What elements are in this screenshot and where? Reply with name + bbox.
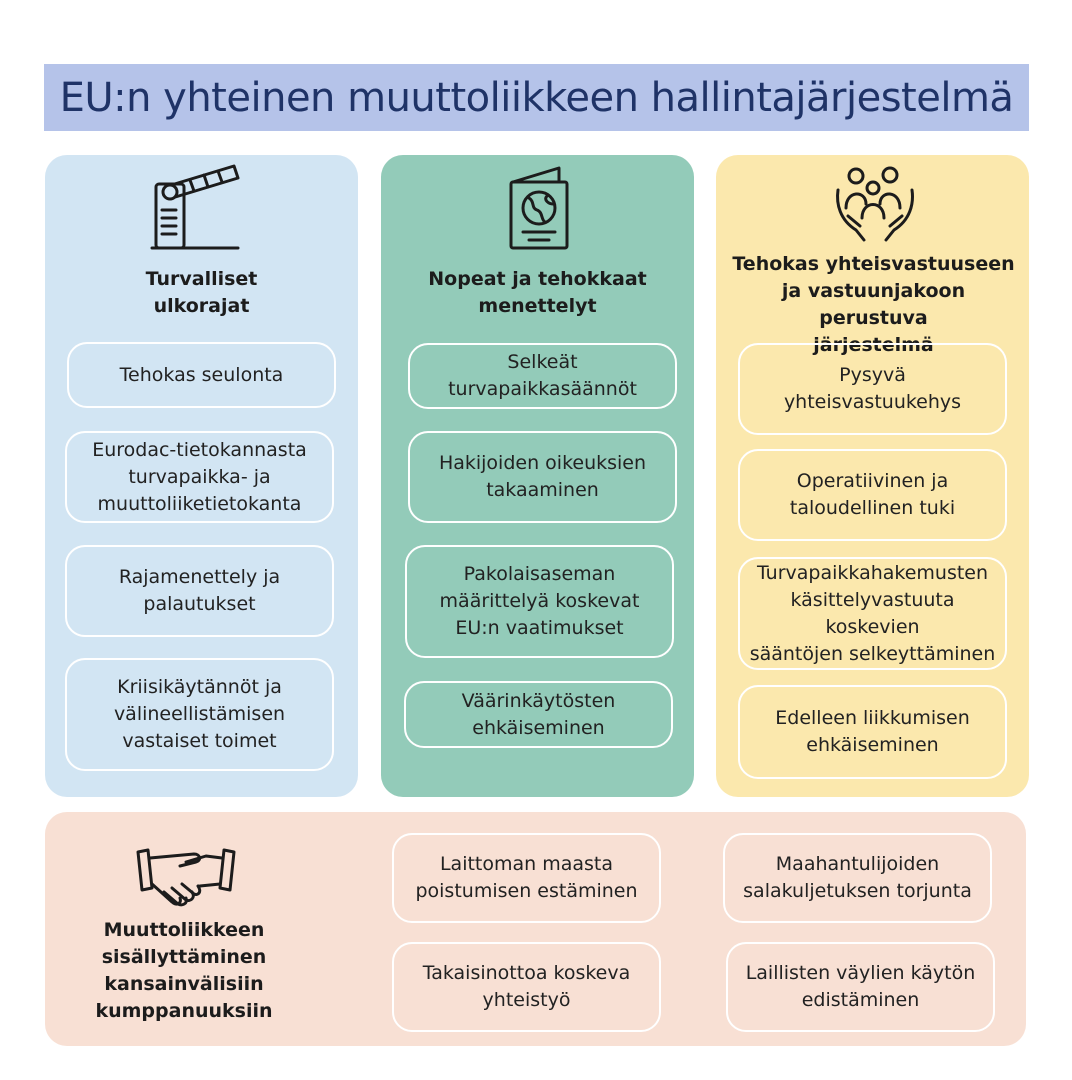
item-box: Eurodac-tietokannasta turvapaikka- ja muuttoliiketietokanta [65, 431, 334, 523]
barrier-gate-icon [150, 164, 242, 252]
passport-icon [507, 164, 571, 252]
item-box: Kriisikäytännöt ja välineellistämisen vastaiset toimet [65, 658, 334, 771]
family-in-hands-icon [834, 164, 916, 244]
item-box: Operatiivinen ja taloudellinen tuki [738, 449, 1007, 541]
item-box: Laillisten väylien käytön edistäminen [726, 942, 995, 1032]
column-heading-solidarity-system: Tehokas yhteisvastuuseen ja vastuunjakoon perustuva järjestelmä [732, 253, 1015, 356]
item-box: Rajamenettely ja palautukset [65, 545, 334, 637]
item-box: Turvapaikkahakemusten käsittelyvastuuta koskevien sääntöjen selkeyttäminen [738, 557, 1007, 670]
item-box: Tehokas seulonta [67, 342, 336, 408]
item-box: Edelleen liikkumisen ehkäiseminen [738, 685, 1007, 779]
page-title: EU:n yhteinen muuttoliikkeen hallintajärjestelmä [59, 74, 1014, 121]
item-box: Takaisinottoa koskeva yhteistyö [392, 942, 661, 1032]
handshake-icon [136, 846, 236, 908]
item-box: Maahantulijoiden salakuljetuksen torjunta [723, 833, 992, 923]
title-banner [44, 64, 1029, 131]
bottom-heading: Muuttoliikkeen sisällyttäminen kansainvälisiin kumppanuuksiin [95, 919, 273, 1022]
item-box: Selkeät turvapaikkasäännöt [408, 343, 677, 409]
item-box: Pysyvä yhteisvastuukehys [738, 343, 1007, 435]
item-box: Väärinkäytösten ehkäiseminen [404, 681, 673, 748]
column-heading-secure-borders: Turvalliset ulkorajat [145, 268, 258, 317]
item-box: Hakijoiden oikeuksien takaaminen [408, 431, 677, 523]
item-box: Laittoman maasta poistumisen estäminen [392, 833, 661, 923]
item-box: Pakolaisaseman määrittelyä koskevat EU:n vaatimukset [405, 545, 674, 658]
column-heading-fast-procedures: Nopeat ja tehokkaat menettelyt [428, 268, 647, 317]
